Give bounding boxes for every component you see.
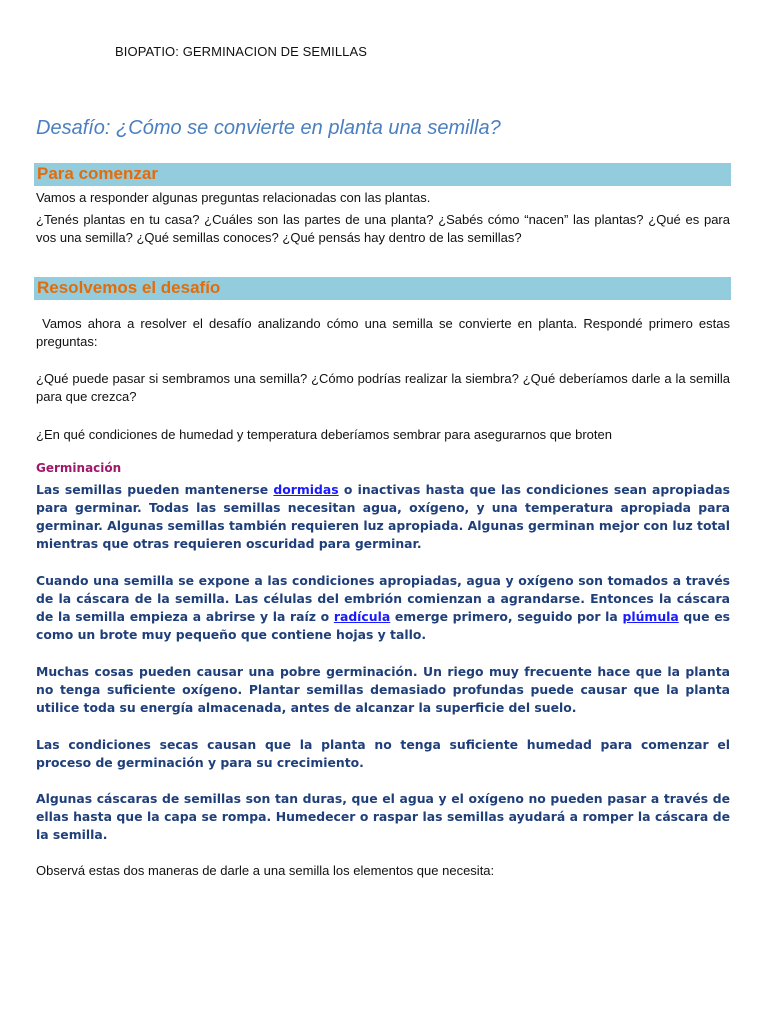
section-band-para-comenzar — [34, 163, 731, 186]
challenge-paragraph: Vamos ahora a resolver el desafío analizando cómo una semilla se convierte en planta. Respondé primero estas preguntas: — [36, 316, 734, 349]
intro-questions: ¿Tenés plantas en tu casa? ¿Cuáles son las partes de una planta? ¿Sabés cómo “nacen” las plantas? ¿Qué es para vos una semilla? ¿Qué semillas conoces? ¿Qué pensás hay dentro de las semillas? — [36, 212, 730, 245]
link-radicula[interactable]: radícula — [333, 609, 391, 624]
link-dormidas[interactable]: dormidas — [273, 482, 339, 497]
link-plumula[interactable]: plúmula — [622, 609, 679, 624]
germinacion-subtitle: Germinación — [36, 461, 122, 475]
intro-line: Vamos a responder algunas preguntas relacionadas con las plantas. — [36, 190, 431, 205]
paragraph-text: Cuando una semilla se expone a las condiciones apropiadas, agua y oxígeno son tomados a través de la cáscara de la semilla. Las células del embrión comienzan a agrandarse. Entonces la cáscara de la semilla empieza a abrirse y la raíz o — [36, 573, 730, 624]
germinacion-paragraph-5: Algunas cáscaras de semillas son tan duras, que el agua y el oxígeno no pueden pasar a través de ellas hasta que la capa se rompa. Humedecer o raspar las semillas ayudará a romper la cáscara de la semilla. — [36, 791, 730, 842]
germinacion-paragraph-4: Las condiciones secas causan que la planta no tenga suficiente humedad para comenzar el proceso de germinación y para su crecimiento. — [36, 737, 730, 770]
page-title: Desafío: ¿Cómo se convierte en planta una semilla? — [36, 117, 501, 139]
paragraph-text: que es como un brote muy pequeño que contiene hojas y tallo. — [36, 609, 730, 642]
sowing-questions: ¿Qué puede pasar si sembramos una semilla? ¿Cómo podrías realizar la siembra? ¿Qué deberíamos darle a la semilla para que crezca? — [36, 371, 730, 404]
paragraph-text: Las semillas pueden mantenerse — [36, 482, 274, 497]
germinacion-paragraph-1 — [36, 481, 730, 553]
germinacion-paragraph-2 — [36, 572, 730, 644]
conditions-question: ¿En qué condiciones de humedad y temperatura deberíamos sembrar para asegurarnos que broten — [36, 427, 612, 442]
paragraph-text: emerge primero, seguido por la — [390, 609, 623, 624]
section-band-resolvemos — [34, 277, 731, 300]
closing-line: Observá estas dos maneras de darle a una semilla los elementos que necesita: — [36, 863, 495, 878]
section-heading-resolvemos: Resolvemos el desafío — [37, 278, 221, 297]
section-heading-para-comenzar: Para comenzar — [37, 164, 158, 183]
germinacion-paragraph-3: Muchas cosas pueden causar una pobre germinación. Un riego muy frecuente hace que la planta no tenga suficiente oxígeno. Plantar semillas demasiado profundas puede causar que la planta utilice toda su energía almacenada, antes de alcanzar la superficie del suelo. — [36, 664, 730, 715]
document-header: BIOPATIO: GERMINACION DE SEMILLAS — [115, 44, 368, 59]
paragraph-text: o inactivas hasta que las condiciones sean apropiadas para germinar. Todas las semillas necesitan agua, oxígeno, y una temperatura apropiada para germinar. Algunas semillas también requieren luz apropiada. Algunas germinan mejor con luz total mientras que otras requieren oscuridad para germinar. — [36, 482, 730, 551]
